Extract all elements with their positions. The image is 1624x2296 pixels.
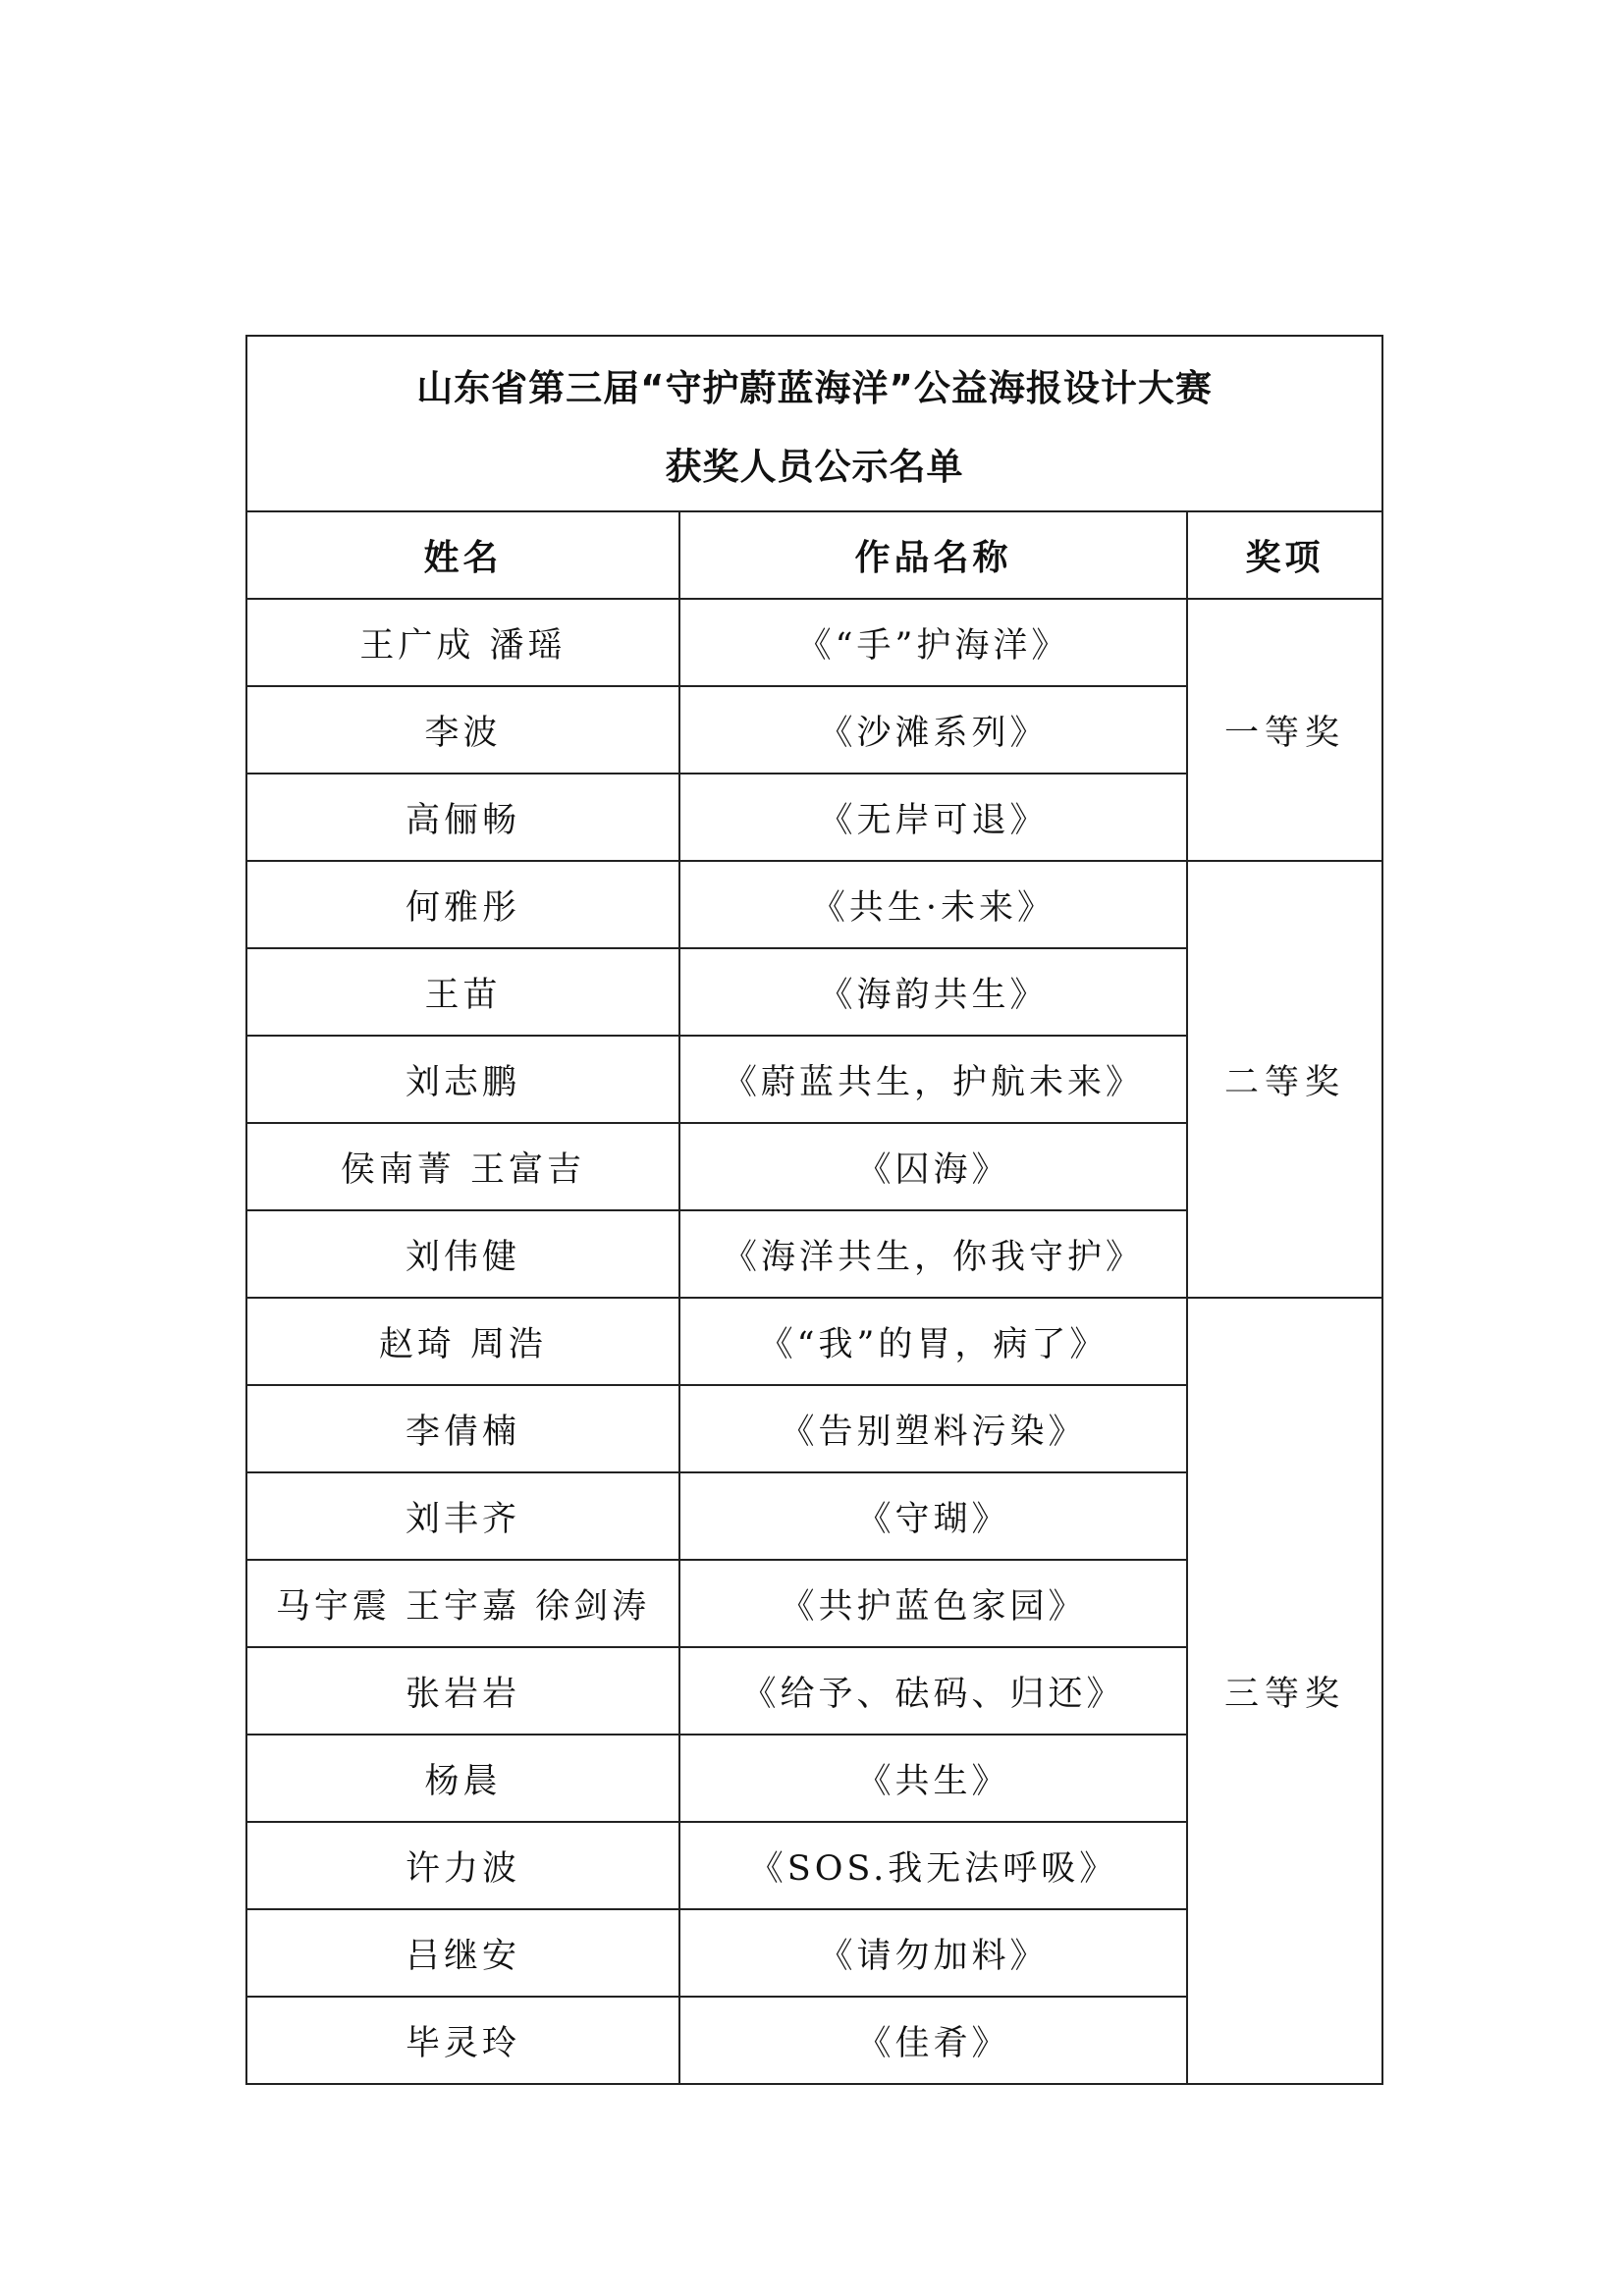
winner-name-cell: 张岩岩 — [246, 1647, 679, 1735]
table-row — [246, 1298, 1382, 1385]
work-title-cell: 《告别塑料污染》 — [679, 1385, 1187, 1472]
winner-name-cell: 赵琦 周浩 — [246, 1298, 679, 1385]
work-title-cell: 《海洋共生，你我守护》 — [679, 1210, 1187, 1298]
winner-name-cell: 高俪畅 — [246, 774, 679, 861]
winner-name-cell: 刘志鹏 — [246, 1036, 679, 1123]
work-title-cell: 《共护蓝色家园》 — [679, 1560, 1187, 1647]
work-title-cell: 《海韵共生》 — [679, 948, 1187, 1036]
header-row — [246, 511, 1382, 599]
work-title-cell: 《沙滩系列》 — [679, 686, 1187, 774]
table-title-cell — [246, 336, 1382, 511]
winner-name-cell: 杨晨 — [246, 1735, 679, 1822]
winner-name-cell: 王广成 潘瑶 — [246, 599, 679, 686]
winner-name-cell: 李波 — [246, 686, 679, 774]
column-header-name: 姓名 — [246, 511, 679, 599]
award-level-cell: 二等奖 — [1187, 861, 1382, 1298]
winner-name-cell: 李倩楠 — [246, 1385, 679, 1472]
winner-name-cell: 王苗 — [246, 948, 679, 1036]
work-title-cell: 《囚海》 — [679, 1123, 1187, 1210]
column-header-award: 奖项 — [1187, 511, 1382, 599]
winner-name-cell: 刘伟健 — [246, 1210, 679, 1298]
table-row — [246, 599, 1382, 686]
table-subtitle: 获奖人员公示名单 — [665, 445, 964, 488]
work-title-cell: 《给予、砝码、归还》 — [679, 1647, 1187, 1735]
work-title-cell: 《“我”的胃，病了》 — [679, 1298, 1187, 1385]
work-title-cell: 《“手”护海洋》 — [679, 599, 1187, 686]
winner-name-cell: 毕灵玲 — [246, 1997, 679, 2084]
work-title-cell: 《蔚蓝共生，护航未来》 — [679, 1036, 1187, 1123]
award-level-cell: 一等奖 — [1187, 599, 1382, 861]
award-list-table — [245, 335, 1383, 2085]
work-title-cell: 《佳肴》 — [679, 1997, 1187, 2084]
work-title-cell: 《共生·未来》 — [679, 861, 1187, 948]
winner-name-cell: 马宇震 王宇嘉 徐剑涛 — [246, 1560, 679, 1647]
document-page — [245, 335, 1381, 2085]
award-level-cell: 三等奖 — [1187, 1298, 1382, 2084]
work-title-cell: 《请勿加料》 — [679, 1909, 1187, 1997]
winner-name-cell: 许力波 — [246, 1822, 679, 1909]
work-title-cell: 《无岸可退》 — [679, 774, 1187, 861]
winner-name-cell: 吕继安 — [246, 1909, 679, 1997]
work-title-cell: 《守瑚》 — [679, 1472, 1187, 1560]
work-title-cell: 《共生》 — [679, 1735, 1187, 1822]
table-title: 山东省第三届“守护蔚蓝海洋”公益海报设计大赛 — [416, 366, 1213, 409]
winner-name-cell: 侯南菁 王富吉 — [246, 1123, 679, 1210]
column-header-work: 作品名称 — [679, 511, 1187, 599]
winner-name-cell: 何雅彤 — [246, 861, 679, 948]
table-body — [246, 599, 1382, 2084]
winner-name-cell: 刘丰齐 — [246, 1472, 679, 1560]
title-row — [246, 336, 1382, 511]
work-title-cell: 《SOS.我无法呼吸》 — [679, 1822, 1187, 1909]
table-row — [246, 861, 1382, 948]
